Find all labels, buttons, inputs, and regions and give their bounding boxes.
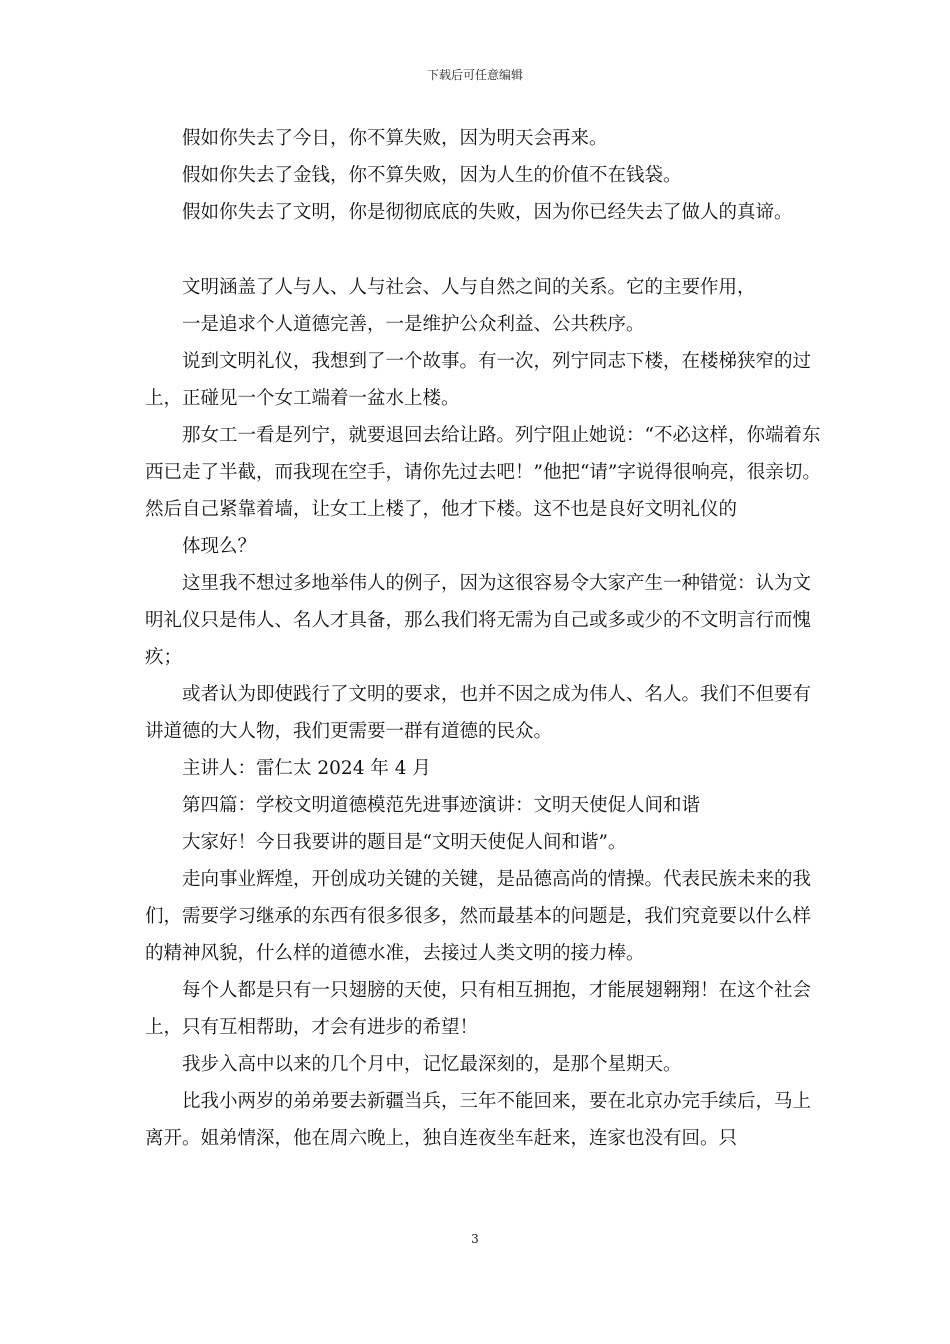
paragraph: 假如你失去了文明，你是彻彻底底的失败，因为你已经失去了做人的真谛。 xyxy=(182,202,793,223)
paragraph: 走向事业辉煌，开创成功关键的关键，是品德高尚的情操。代表民族未来的我们，需要学习继承的东西有很多很多，然而最基本的问题是，我们究竟要以什么样的精神风貌，什么样的道德水准，去接过人类文明的接力棒。 xyxy=(145,869,812,964)
paragraph: 每个人都是只有一只翅膀的天使，只有相互拥抱，才能展翅翱翔！在这个社会上，只有互相帮助，才会有进步的希望！ xyxy=(145,980,812,1038)
paragraph: 大家好！今日我要讲的题目是“文明天使促人间和谐”。 xyxy=(182,832,627,853)
paragraph: 或者认为即使践行了文明的要求，也并不因之成为伟人、名人。我们不但要有讲道德的大人物，我们更需要一群有道德的民众。 xyxy=(145,684,812,742)
section-title: 第四篇：学校文明道德模范先进事迹演讲：文明天使促人间和谐 xyxy=(182,795,701,816)
paragraph: 文明涵盖了人与人、人与社会、人与自然之间的关系。它的主要作用， xyxy=(182,277,756,298)
paragraph: 假如你失去了金钱，你不算失败，因为人生的价值不在钱袋。 xyxy=(182,165,682,186)
document-body xyxy=(145,120,825,1157)
paragraph: 一是追求个人道德完善，一是维护公众利益、公共秩序。 xyxy=(182,314,645,335)
paragraph: 这里我不想过多地举伟人的例子，因为这很容易令大家产生一种错觉：认为文明礼仪只是伟人、名人才具备，那么我们将无需为自己或多或少的不文明言行而愧疚； xyxy=(145,573,812,668)
paragraph-gap xyxy=(145,231,825,269)
paragraph: 说到文明礼仪，我想到了一个故事。有一次，列宁同志下楼，在楼梯狭窄的过上，正碰见一个女工端着一盆水上楼。 xyxy=(145,351,812,409)
page-number: 3 xyxy=(471,1232,479,1246)
paragraph: 那女工一看是列宁，就要退回去给让路。列宁阻止她说：“不必这样，你端着东西已走了半截，而我现在空手，请你先过去吧！”他把“请”字说得很响亮，很亲切。然后自己紧靠着墙，让女工上楼了，他才下楼。这不也是良好文明礼仪的 xyxy=(145,425,821,520)
paragraph: 体现么？ xyxy=(182,536,257,557)
page-header-note: 下载后可任意编辑 xyxy=(426,68,523,82)
paragraph: 比我小两岁的弟弟要去新疆当兵，三年不能回来，要在北京办完手续后，马上离开。姐弟情深，他在周六晚上，独自连夜坐车赶来，连家也没有回。只 xyxy=(145,1091,812,1149)
speaker-line: 主讲人：雷仁太 2024 年 4 月 xyxy=(182,758,431,779)
paragraph: 假如你失去了今日，你不算失败，因为明天会再来。 xyxy=(182,128,608,149)
paragraph: 我步入高中以来的几个月中，记忆最深刻的，是那个星期天。 xyxy=(182,1054,682,1075)
